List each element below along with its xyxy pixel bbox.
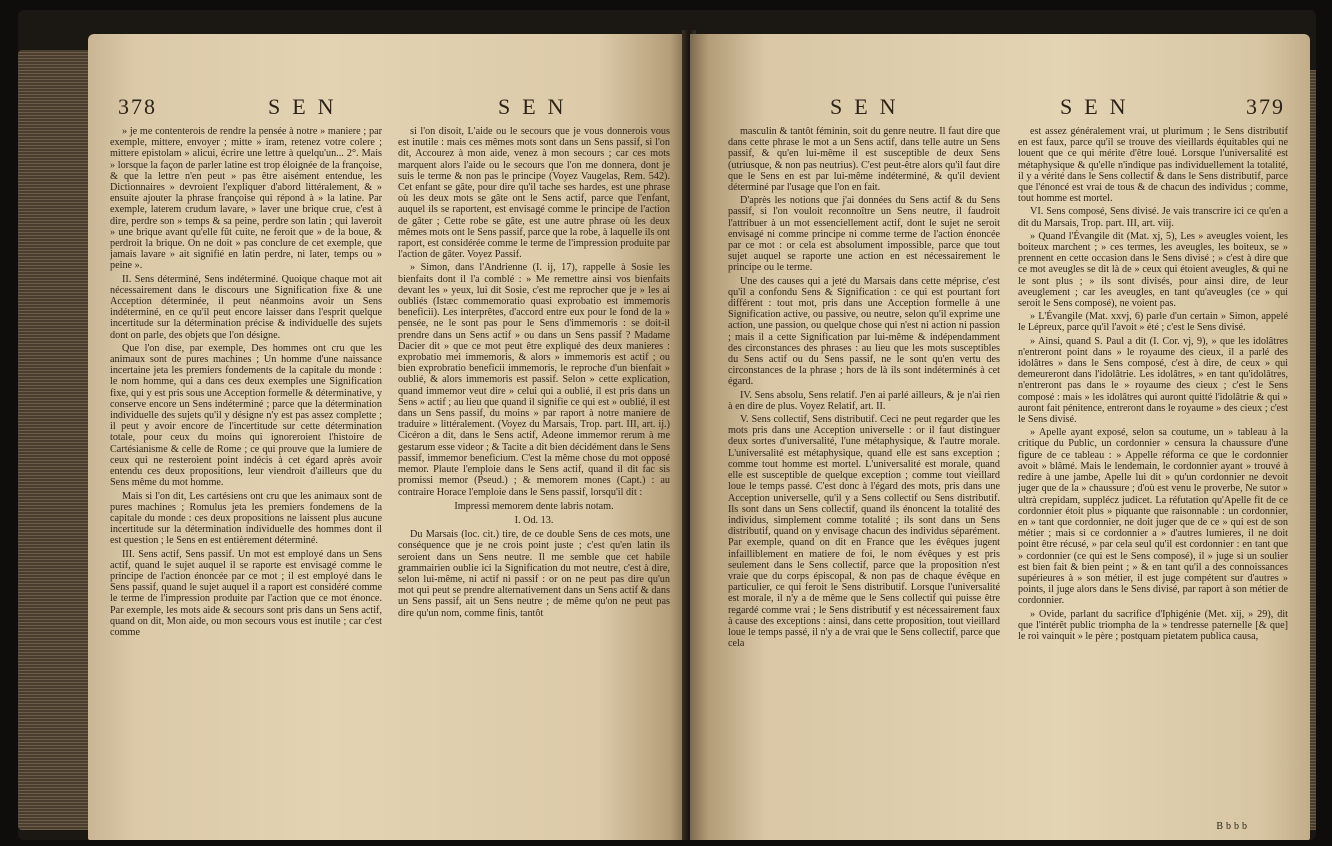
paragraph: » L'Évangile (Mat. xxvj, 6) parle d'un certain » Simon, appelé le Lépreux, parce qu'il l'avoit » été ; c'est le Sens divisé. — [1018, 311, 1288, 334]
left-page-header — [88, 94, 688, 120]
paragraph: Impressi memorem dente labris notam. — [454, 500, 614, 512]
paragraph: IV. Sens absolu, Sens relatif. J'en ai parlé ailleurs, & je n'ai rien à en dire de plus. Voyez Relatif, art. II. — [728, 389, 1000, 412]
signature-mark: Bbbb — [1216, 821, 1250, 832]
paragraph: » je me contenterois de rendre la pensée à notre » maniere ; par exemple, mittere, envoyer ; mitte » iram, retenez votre colere ; mittere epistolam » alicui, écrire une lettre à quelqu'un... 2°. Mais » lorsque la façon de parler latine est trop éloignée de la françoise, & que la lettre n'en peut » pas être aisément entendue, les Dictionnaires » devroient l'expliquer d'abord littéralement, & » ensuite ajouter la phrase françoise qui répond à » la latine. Par exemple, laterem crudum lavare, » laver une brique crue, c'est à dire, perdre son » temps & sa peine, perdre son latin ; qui laveroit » une brique avant qu'elle fût cuite, ne feroit que » de la boue, & perdroit la brique. On ne doit » pas conclure de cet exemple, que jamais lavare » ait signifié en latin perdre, ni later, temps ou » peine ». — [110, 126, 382, 272]
paragraph: Que l'on dise, par exemple, Des hommes ont cru que les animaux sont de pures machines ; Un homme d'une naissance incertaine jeta les premiers fondements de la capitale du monde : le nom homme, qui a dans ces deux exemples une Signification fixe, qui y est pris sous une Acception formelle & déterminative, y conserve encore un Sens indéterminé ; parce que la détermination individuelle des sujets qu'il y désigne n'y est pas assez complette ; il peut y avoir encore de l'incertitude sur cette détermination totale, pour ceux du moins qui ignoreroient l'histoire de Cartésianisme & celle de Rome ; ce qui prouve que la lumiere de ceux qui ne resteroient point indécis à cet égard après avoir entendu ces deux propositions, leur viendroit d'ailleurs que du Sens même du mot homme. — [110, 342, 382, 489]
left-page-body — [110, 126, 670, 826]
paragraph: si l'on disoit, L'aide ou le secours que je vous donnerois vous est inutile : mais ces mêmes mots sont dans un Sens passif, si l'on dit, Accourez à mon aide, venez à mon secours ; car ces mots marquent alors l'aide ou le secours que l'on me donnera, dont je suis le terme & non pas le principe (Voyez Vaugelas, Rem. 542). Cet enfant se gâte, pour dire qu'il tache ses hardes, est une phrase où les deux mots se gâte ont le Sens actif, parce que l'enfant, auquel ils se raportent, est envisagé comme le principe de l'action de gâter ; Cette robe se gâte, est une autre phrase où les deux mêmes mots ont le Sens passif, parce que la robe, à laquelle ils ont raport, est considérée comme le terme de l'impression produite par l'action de gâter. Voyez Passif. — [398, 126, 670, 261]
page-edges-left — [18, 50, 92, 830]
open-book — [18, 10, 1316, 840]
paragraph: » Apelle ayant exposé, selon sa coutume, un » tableau à la critique du Public, un cordonnier » censura la chaussure d'une figure de ce tableau : » Appelle réforma ce que le cordonnier avoit » blâmé. Mais le lendemain, le cordonnier ayant » trouvé à redire à une jambe, Apelle lui dit » qu'un cordonnier ne devoit juger que de la » chaussure ; d'où est venu le proverbe, Ne sutor » ultrà crepidam, supplécz judicet. La réfutation qu'Apelle fit de ce cordonnier étoit plus » piquante que raisonnable : un cordonnier, en » tant que cordonnier, ne doit juger que de ce » qui est de son métier ; mais si ce cordonnier a » d'autres lumieres, il ne doit point être récusé, » par cela seul qu'il est cordonnier : en tant que » cordonnier (ce qui est le Sens composé), il » juge si un soulier est bien fait & bien peint ; » & en tant qu'il a des connoissances supérieures à » son métier, il est juge compétent sur d'autres » points, il juge alors dans le Sens divisé, par raport à son métier de cordonnier. — [1018, 427, 1288, 607]
paragraph: » Simon, dans l'Andrienne (I. ij, 17), rappelle à Sosie les bienfaits dont il l'a comblé : » Me remettre ainsi vos bienfaits devant les » yeux, lui dit Sosie, c'est me reprocher que je » les ai oubliés (Istæc commemoratio quasi exprobatio est immemoris beneficii). Les interprêtes, d'accord entre eux pour le fond de la » pensée, ne le sont pas pour le Sens d'immemoris : se doit-il prendre dans un Sens actif » ou dans un Sens passif ? Madame Dacier dit » que ce mot peut être expliqué des deux manieres : exprobatio mei immemoris, & alors » immemoris est actif ; ou bien exprobratio beneficii immemoris, le reproche d'un bienfait » oublié, & alors immemoris est passif. Selon » cette explication, quand immemor veut dire » celui qui a oublié, il est pris dans un Sens » actif ; au lieu que quand il signifie ce qui est » oublié, il est dans un Sens passif, du moins » par raport à notre maniere de traduire » littéralement. (Voyez du Marsais, Trop. part. III, art. ij.) Cicéron a dit, dans le Sens actif, Adeone immemor rerum à me gestarum esse videor ; & Tacite a dit bien décidément dans le Sens passif, immemor beneficium. C'est la même chose du mot opposé memor. Plaute l'emploie dans le Sens actif, quand il dit fac sis promissi memor (Pseud.) ; & memorem mones (Capt.) : au contraire Horace l'emploie dans le Sens passif, lorsqu'il dit : — [398, 262, 670, 498]
paragraph: II. Sens déterminé, Sens indéterminé. Quoique chaque mot ait nécessairement dans le discours une Signification fixe & une Acception déterminée, il peut néanmoins avoir un Sens indéterminé, en ce qu'il peut encore laisser dans l'esprit quelque incertitude sur la détermination précise & individuelle des sujets dont on parle, des objets que l'on désigne. — [110, 273, 382, 341]
paragraph: » Ovide, parlant du sacrifice d'Iphigénie (Met. xij, » 29), dit que l'intérêt public triompha de la » tendresse paternelle [& que] le roi vainquit » le père ; postquam pietatem publica causa, — [1018, 608, 1288, 642]
paragraph: » Quand l'Évangile dit (Mat. xj, 5), Les » aveugles voient, les boiteux marchent ; » ces termes, les aveugles, les boiteux, se » prennent en cette occasion dans le Sens divisé ; » c'est à dire que ce mot aveugles se dit là de » ceux qui étoient aveugles, & qui ne le sont plus ; » ils sont divisés, pour ainsi dire, de leur aveuglement ; car les aveugles, en tant qu'aveugles (ce » qui seroit le Sens composé), ne voient pas. — [1018, 230, 1288, 310]
paragraph: Mais si l'on dit, Les cartésiens ont cru que les animaux sont de pures machines ; Romulus jeta les premiers fondemens de la capitale du monde : ces deux propositions ne laissent plus aucune incertitude sur la détermination individuelle des hommes dont il est question ; le Sens en est entièrement déterminé. — [110, 490, 382, 547]
running-head: SEN — [498, 94, 576, 119]
paragraph: V. Sens collectif, Sens distributif. Ceci ne peut regarder que les mots pris dans une Acception universelle : or il faut distinguer deux sortes d'universalité, l'une métaphysique, & l'autre morale. L'universalité est métaphysique, quand elle est sans exception ; comme tout homme est mortel. L'universalité est morale, quand elle est susceptible de quelque exception ; comme tout vieillard loue le temps passé. C'est donc à l'égard des mots, pris dans une Acception universelle, qu'il y a Sens collectif ou Sens distributif. Ils sont dans un Sens collectif, quand ils énoncent la totalité des individus, simplement comme totalité ; ils sont dans un Sens distributif, quand on y envisage chacun des individus séparément. Par exemple, quand on dit en France que les évêques jugent infailliblement en matiere de foi, le nom évêques y est pris seulement dans le Sens collectif, parce que la proposition n'est vraie que du corps épiscopal, & non pas de chaque évêque en particulier, ce qui feroit le Sens distributif. Lorsque l'universalité est morale, il n'y a de même que le Sens collectif qui puisse être regardé comme vrai ; le Sens distributif y est nécessairement faux à cause des exceptions : ainsi, dans cette proposition, tout vieillard loue le temps passé, il n'y a de vrai que le Sens collectif, parce que cela — [728, 414, 1000, 650]
running-head: SEN — [268, 94, 346, 119]
running-head: SEN — [830, 94, 908, 119]
paragraph: VI. Sens composé, Sens divisé. Je vais transcrire ici ce qu'en a dit du Marsais, Trop. part. III, art. viij. — [1018, 206, 1288, 229]
paragraph: est assez généralement vrai, ut plurimum ; le Sens distributif en est faux, parce qu'il se trouve des vieillards équitables qui ne louent que ce qui mérite d'être loué. Lorsque l'universalité est métaphysique & qu'elle n'indique pas individuellement la totalité, il y a vérité dans le Sens collectif & dans le Sens distributif, parce que l'énoncé est vrai de tous & de chacun des individus ; comme, tout homme est mortel. — [1018, 126, 1288, 205]
paragraph: I. Od. 13. — [514, 514, 554, 526]
paragraph: Du Marsais (loc. cit.) tire, de ce double Sens de ces mots, une conséquence que je ne crois point juste ; c'est qu'en latin ils seroient dans un Sens neutre. Il me semble que cet habile grammairien oublie ici la Signification du mot neutre, c'est à dire, selon lui-même, ni actif ni passif : or on ne peut pas dire qu'un mot qui peut se prendre alternativement dans un Sens actif & dans un Sens passif, ait un Sens neutre ; de même qu'on ne peut pas dire qu'un nom, comme finis, tantôt — [398, 529, 670, 619]
paragraph: masculin & tantôt féminin, soit du genre neutre. Il faut dire que dans cette phrase le mot a un Sens actif, dans telle autre un Sens passif, & qu'en lui-même il est susceptible de deux Sens (utriusque, & non pas neutrius). C'est peut-être alors qu'il faut dire que le Sens en est par lui-même indéterminé, & qu'il devient déterminé par l'usage que l'on en fait. — [728, 126, 1000, 194]
running-head: SEN — [1060, 94, 1138, 119]
left-page — [88, 34, 688, 840]
paragraph: D'après les notions que j'ai données du Sens actif & du Sens passif, si l'on vouloit reconnoître un Sens neutre, il faudroit l'attribuer à un mot essenciellement actif, dont le sujet ne seroit envisagé ni comme principe ni comme terme de l'action énoncée par ce mot : or cela est absolument impossible, parce que tout sujet auquel se raporte une action en est nécessairement le principe ou le terme. — [728, 195, 1000, 274]
paragraph: Une des causes qui a jeté du Marsais dans cette méprise, c'est qu'il a confondu Sens & Signification : ce qui est pourtant fort différent : tout mot, pris dans une Acception formelle à une Signification active, ou passive, ou neutre, selon qu'il exprime une action, une passion, ou quelque chose qui n'est ni action ni passion ; mais il a cette Signification par lui-même & indépendamment des circonstances des phrases : au lieu que les mots susceptibles du Sens actif ou du Sens passif, ne le sont qu'en vertu des circonstances de la phrase ; hors de là ils sont indéterminés à cet égard. — [728, 275, 1000, 388]
page-number: 378 — [118, 94, 157, 119]
column-2 — [1018, 126, 1288, 826]
paragraph: » Ainsi, quand S. Paul a dit (I. Cor. vj, 9), » que les idolâtres n'entreront point dans » le royaume des cieux, il a parlé des idolâtres » dans le Sens composé, c'est à dire, de ceux » qui demeureront dans l'idolâtrie. Les idolâtres, » en tant qu'idolâtres, n'entreront pas dans le » royaume des cieux ; c'est le Sens composé : mais » les idolâtres qui auront quitté l'idolâtrie & qui » auront fait pénitence, entreront dans le royaume » des cieux ; c'est le Sens divisé. — [1018, 335, 1288, 426]
right-page-body — [728, 126, 1288, 826]
paragraph: III. Sens actif, Sens passif. Un mot est employé dans un Sens actif, quand le sujet auquel il se raporte est envisagé comme le principe de l'action énoncée par ce mot ; il est employé dans le Sens passif, quand le sujet auquel il a raport est considéré comme le terme de l'impression produite par l'action que ce mot énonce. Par exemple, les mots aide & secours sont pris dans un Sens actif, quand on dit, Mon aide, ou mon secours vous est inutile ; car c'est comme — [110, 548, 382, 638]
column-1 — [110, 126, 382, 826]
column-1 — [728, 126, 1000, 826]
page-number: 379 — [1246, 94, 1285, 119]
right-page — [690, 34, 1310, 840]
column-2 — [398, 126, 670, 826]
right-page-header — [690, 94, 1310, 120]
